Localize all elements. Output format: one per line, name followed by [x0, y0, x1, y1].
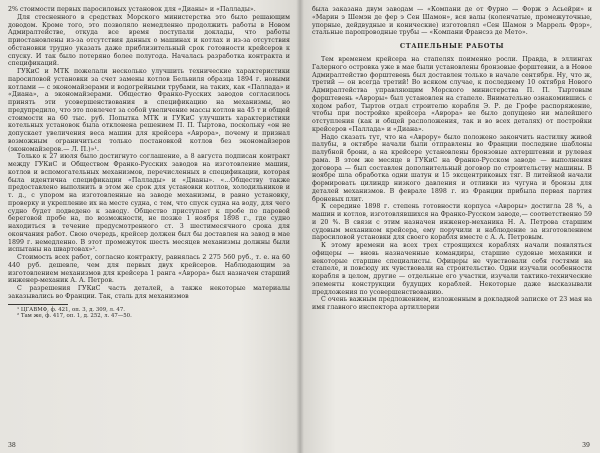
left-paragraph-3: ГУКиС и МТК пожелали несколько улучшить технические характеристики паросиловой установки за счет замены котлов Бельвиля образца 1894 г. новыми котлами — с экономайзерами и водогрейными трубами, на таких, как «Паллада» и «Диана», а экономайзерами. Общество Франко-Русских заводов согласилось принять эти усовершенствования в спецификацию на механизмы, но предупредило, что это повлечет за собой увеличение массы котлов на 45 т и общей стоимости на 60 тыс. руб. Попытка МТК и ГУКиС улучшить характеристики котельных установок была отклонена решением П. П. Тыртова, поскольку «он не допускает увеличения веса машин для крейсера «Аврора», почему и признал возможным ограничиться только постановкой котлов без экономайзеров (экономайзеров.— Л. П.)»¹.: [8, 68, 290, 153]
left-paragraph-2: Для стесненного в средствах Морского министерства это было решающим доводом. Кроме того, это позволяло немедленно продолжить работы в Новом Адмиралтействе, откуда все время поступали доклады, что работы приостановлены из-за отсутствия данных о машинах и котлах и из-за отсутствия обстановки трудно указать даже приблизительный срок готовности крейсеров к спуску. И так было потеряно более полугода. Началась разработка контракта и спецификаций.: [8, 13, 290, 68]
section-heading: СТАПЕЛЬНЫЕ РАБОТЫ: [399, 42, 505, 50]
right-intro-paragraph: была заказана двум заводам — «Компани де от Фурно — Форж э Асьейри» и «Марин э Шемэн де фер э Сен Шамон», вся валы (коленчатые, промежуточные, упорные, дейдвудные и конические) изготовлял «Сен Шамон э Маррель Фрэр», стальные паропроводные трубы — «Компани Франсэз де Мето».: [312, 6, 592, 37]
right-paragraph-4: К этому времени на всех трех строящихся кораблях начали появляться офицеры — вновь назначенные командиры, старшие судовые механики и некоторые старшие специалисты. Офицеры не чувствовали себя гостями на стапеле, и повсюду их чувствовали на строительство. Одни изучали особенности корабля в целом, другие — отдельные его участки, изучали тактико-технические элементы конструкции будущих кораблей. Некоторые даже высказывали предложения по усовершенствованию.: [312, 242, 592, 296]
footnote-1: ¹ ЦГАВМФ, ф. 421, оп. 3, д. 309, л. 47.: [17, 306, 125, 313]
left-paragraph-4: Только к 27 июля было достигнуто соглашение, а 8 августа подписан контракт между ГУКиС и Обществом Франко-Русских заводов на изготовление машин, котлов и вспомогательных механизмов, перечисленных в спецификации, которая была идентична спецификации «Паллады» и «Дианы». «...Обществу также предоставлено выполнить в этом же срок для установки котлов, холодильников и т. д., с упором на изготовленные на заводе механизмы, в равно установку, проверку и укрепление их на месте судна, с тем, что спуск судна на воду, для чего судно будет подведено к заводу. Общество приступает к пробе по паровой береговой пробе на, по возможности, не позже 1 ноября 1898 г., где судно находиться в течение предусмотренного ст. 3 шестимесячного срока для окончания работ. Свою очередь, крейсер должен был бы доставлен на завод в мае 1899 г. немедленно. В этот промежуток шесть месяцев механизмы должны были испытаны на швартовах»².: [8, 153, 290, 254]
left-paragraph-1: 2% стоимости первых паросиловых установок для «Дианы» и «Паллады».: [8, 6, 256, 13]
left-paragraph-6: С разрешения ГУКиС часть деталей, а также некоторые материалы заказывались во Франции. Так, сталь для механизмов: [8, 285, 290, 300]
footnote-rule: [8, 304, 68, 305]
book-gutter: [296, 0, 304, 453]
left-paragraph-5: Стоимость всех работ, согласно контракту, равнялась 2 275 560 руб., т. е. на 60 440 руб. дешевле, чем для первых двух крейсеров. Наблюдающим за изготовлением механизмов для крейсера 1 ранга «Аврора» был назначен старший инженер-механик А. А. Петров.: [8, 254, 290, 285]
page-number-right: 39: [582, 442, 590, 449]
right-paragraph-5: С очень важным предложением, изложенным в докладной записке от 23 мая на имя главного инспектора артиллерии: [312, 296, 592, 311]
page-number-left: 38: [8, 442, 16, 449]
footnote-2: ² Там же, ф. 417, оп. 1, д. 252, л. 47—50.: [17, 313, 132, 320]
right-paragraph-1: Тем временем крейсера на стапелях поименно росли. Правда, в эллингах Галерного островка уже в мае были установлены бронзовые форштевни, а в Новое Адмиралтейство форштевень был доставлен только в начале сентября. Ну, что ж, третий — он всегда третий! Во всяком случае, к последнему 10 октября Нового Адмиралтейства управляющим Морского министерства П. П. Тыртовым форштевень «Авроры» был установлен на стапеле. Внимательно ознакомившись с ходом работ, Тыртов отдал строителю корабля Э. Р. де Грофе распоряжение, чтобы при постройке крейсера «Аврора» не было допущено ни малейшего отступления (как и общей расположения, так и во всех деталях) от постройки крейсеров «Паллада» и «Диана».: [312, 56, 592, 133]
right-page: [300, 0, 600, 453]
right-paragraph-3: К середине 1898 г. степень готовности корпуса «Авроры» достигла 28 %, а машин и котлов, изготовлявшихся на Франко-Русском заводе,— соответственно 59 и 20 %. В связи с этим назначен инженер-механика Н. А. Петрова старшим судовым механиком крейсера, ему поручили и наблюдение за изготовлением паросиловой установки для своего корабля вместе с А. А. Петровым.: [312, 203, 592, 242]
right-paragraph-2: Надо сказать тут, что на «Аврору» было положено закончить настилку живой палубы, в октябре начали были отправлены во Франции последние шаблоны палубной брони, а на крейсере установлены бронзовые ахтерштевни и рулевая рама. В этом же месяце в ГУКиС на Франко-Русском заводе — выполнения договора — был составлен дополнительный договор по строительству машины. В ноябре шла обработка одни шатун и 15 эксцентриковых тяг. В литейной начали формировать цилиндр низкого давления и отливки из чугуна и бронзы для деталей механизмов. В феврале 1898 г. из Франции прибыла первая партия броневых плит.: [312, 133, 592, 203]
